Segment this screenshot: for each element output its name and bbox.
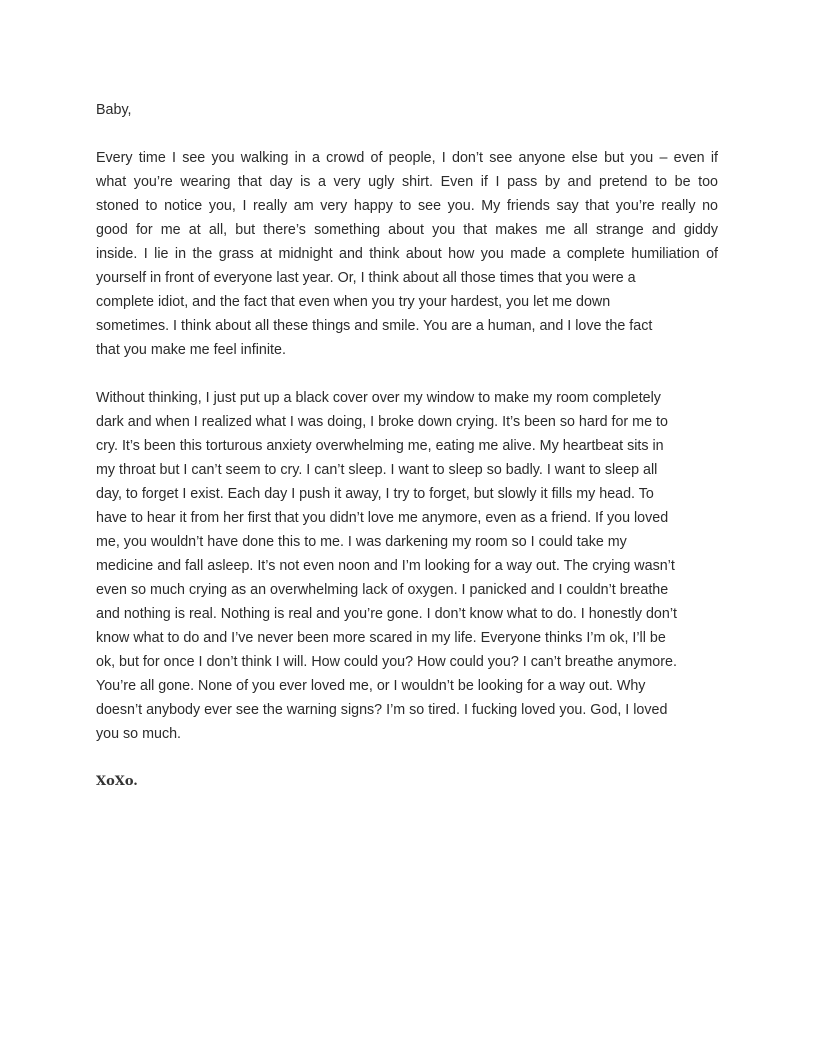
paragraph-line: day, to forget I exist. Each day I push it away, I try to forget, but slowly it fills my head. To (96, 486, 654, 502)
paragraph-line: have to hear it from her first that you didn’t love me anymore, even as a friend. If you loved (96, 510, 669, 526)
paragraph-line: me, you wouldn’t have done this to me. I was darkening my room so I could take my (96, 534, 627, 550)
salutation: Baby, (96, 102, 132, 118)
paragraph-spacer (96, 746, 718, 770)
paragraph-line: You’re all gone. None of you ever loved me, or I wouldn’t be looking for a way out. Why (96, 678, 646, 694)
paragraph-line: that you make me feel infinite. (96, 342, 286, 358)
paragraph-line: Without thinking, I just put up a black cover over my window to make my room completely (96, 390, 661, 406)
paragraph-line: complete idiot, and the fact that even when you try your hardest, you let me down (96, 294, 611, 310)
paragraph-line: sometimes. I think about all these things and smile. You are a human, and I love the fact (96, 318, 653, 334)
paragraph-line: medicine and fall asleep. It’s not even noon and I’m looking for a way out. The crying wasn’t (96, 558, 675, 574)
paragraph-line: Every time I see you walking in a crowd of people, I don’t see anyone else but you – even if (96, 150, 718, 166)
letter-body (96, 98, 718, 794)
paragraph-line: yourself in front of everyone last year. Or, I think about all those times that you were a (96, 270, 636, 286)
paragraph-line: inside. I lie in the grass at midnight and think about how you made a complete humiliation of (96, 246, 718, 262)
paragraph-line: you so much. (96, 726, 182, 742)
paragraph-spacer (96, 362, 718, 386)
paragraph-line: cry. It’s been this torturous anxiety overwhelming me, eating me alive. My heartbeat sits in (96, 438, 664, 454)
paragraph-line: even so much crying as an overwhelming lack of oxygen. I panicked and I couldn’t breathe (96, 582, 669, 598)
paragraph-2 (96, 386, 718, 746)
paragraph-1 (96, 146, 718, 362)
paragraph-line: what you’re wearing that day is a very ugly shirt. Even if I pass by and pretend to be too (96, 174, 718, 190)
paragraph-line: good for me at all, but there’s something about you that makes me all strange and giddy (96, 222, 718, 238)
paragraph-line: know what to do and I’ve never been more scared in my life. Everyone thinks I’m ok, I’ll be (96, 630, 666, 646)
paragraph-line: my throat but I can’t seem to cry. I can’t sleep. I want to sleep so badly. I want to sleep all (96, 462, 658, 478)
paragraph-line: dark and when I realized what I was doing, I broke down crying. It’s been so hard for me to (96, 414, 668, 430)
paragraph-line: stoned to notice you, I really am very happy to see you. My friends say that you’re really no (96, 198, 718, 214)
paragraph-spacer (96, 122, 718, 146)
signoff: XoXo. (96, 774, 138, 789)
paragraph-line: doesn’t anybody ever see the warning signs? I’m so tired. I fucking loved you. God, I loved (96, 702, 668, 718)
paragraph-line: and nothing is real. Nothing is real and you’re gone. I don’t know what to do. I honestly don’t (96, 606, 677, 622)
paragraph-line: ok, but for once I don’t think I will. How could you? How could you? I can’t breathe anymore. (96, 654, 677, 670)
